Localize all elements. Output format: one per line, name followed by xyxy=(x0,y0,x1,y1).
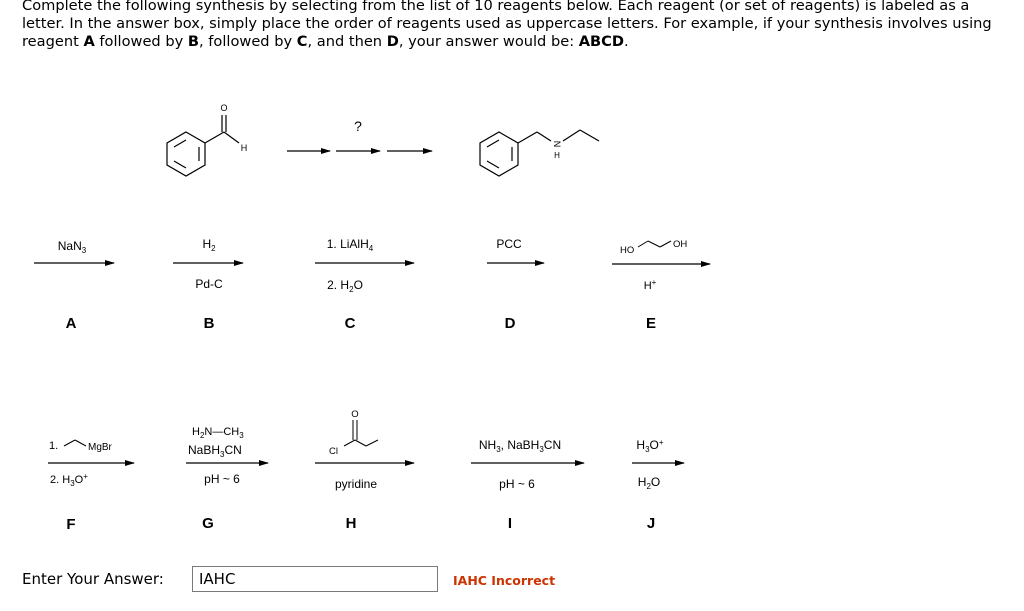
reagent-b-letter: B xyxy=(203,315,215,332)
reagent-g-above-line1: $H_2N—CH_3$ xyxy=(192,426,244,440)
reagent-g-letter: G xyxy=(202,515,214,532)
reagent-i-below: pH ~ 6 xyxy=(499,477,535,491)
answer-label: Enter Your Answer: xyxy=(22,570,164,588)
answer-status-text: IAHC Incorrect xyxy=(453,573,556,588)
reagent-b-above: $H_2$ xyxy=(202,237,216,253)
reagent-g-below: pH ~ 6 xyxy=(204,472,240,486)
reagent-j-above: $H_3O^+$ xyxy=(636,438,664,454)
reagent-f-letter: F xyxy=(66,516,76,533)
starting-material-phenylacetaldehyde xyxy=(167,115,239,176)
reagent-a-above: NaN$_3$ xyxy=(57,239,87,255)
reagent-i-above: $NH_3$, NaBH$_3$CN xyxy=(478,438,562,454)
question-mark: ? xyxy=(354,118,362,134)
answer-input[interactable] xyxy=(192,566,438,592)
product-nh-h-label: H xyxy=(554,151,560,160)
reagent-c-below: 2. $H_2O$ xyxy=(327,278,363,294)
reagent-h-below: pyridine xyxy=(334,477,378,491)
reagent-d-letter: D xyxy=(504,315,516,332)
reagent-h-letter: H xyxy=(345,515,357,532)
reagent-h-cl: Cl xyxy=(329,446,338,457)
product-n-label: N xyxy=(552,140,562,148)
reagent-c-letter: C xyxy=(344,315,356,332)
reagent-g-above-line2: NaBH$_3$CN xyxy=(188,443,242,459)
reagent-f-below: 2. $H_3O^+$ xyxy=(50,472,88,488)
reagent-h-acyl-chloride xyxy=(344,420,378,446)
product-n-ethylphenethylamine xyxy=(480,130,599,176)
reagent-f-mgbr: MgBr xyxy=(88,442,112,453)
reagent-c-above: 1. LiAlH$_4$ xyxy=(326,237,374,253)
reagent-h-o: O xyxy=(351,409,359,420)
reagent-b-below: Pd-C xyxy=(195,277,223,291)
reagent-f-prefix: 1. xyxy=(49,440,59,452)
reagent-f-ethyl-group xyxy=(64,440,86,446)
reagent-e-ethylene-glycol xyxy=(638,241,671,247)
start-aldehyde-h-label: H xyxy=(240,143,248,153)
reagent-e-letter: E xyxy=(645,315,657,332)
reagent-e-below: H+ xyxy=(643,278,657,292)
reagent-j-below: $H_2O$ xyxy=(637,475,661,491)
reagent-a-letter: A xyxy=(65,315,77,332)
reagent-i-letter: I xyxy=(507,515,513,532)
start-carbonyl-o-label: O xyxy=(220,103,228,113)
reagent-e-oh: OH xyxy=(673,239,688,250)
reagent-e-ho: HO xyxy=(620,245,635,256)
reagent-d-above: PCC xyxy=(496,237,522,251)
instructions-text: Complete the following synthesis by selecting from the list of 10 reagents below. Each reagent (or set of reagents) is labeled as a letter. In the answer box, simply place the order of reagents used as uppercase letters. For example, if your synthesis involves using reagent A followed by B, followed by C, and then D, your answer would be: ABCD. xyxy=(22,0,992,50)
reagent-j-letter: J xyxy=(646,515,656,532)
